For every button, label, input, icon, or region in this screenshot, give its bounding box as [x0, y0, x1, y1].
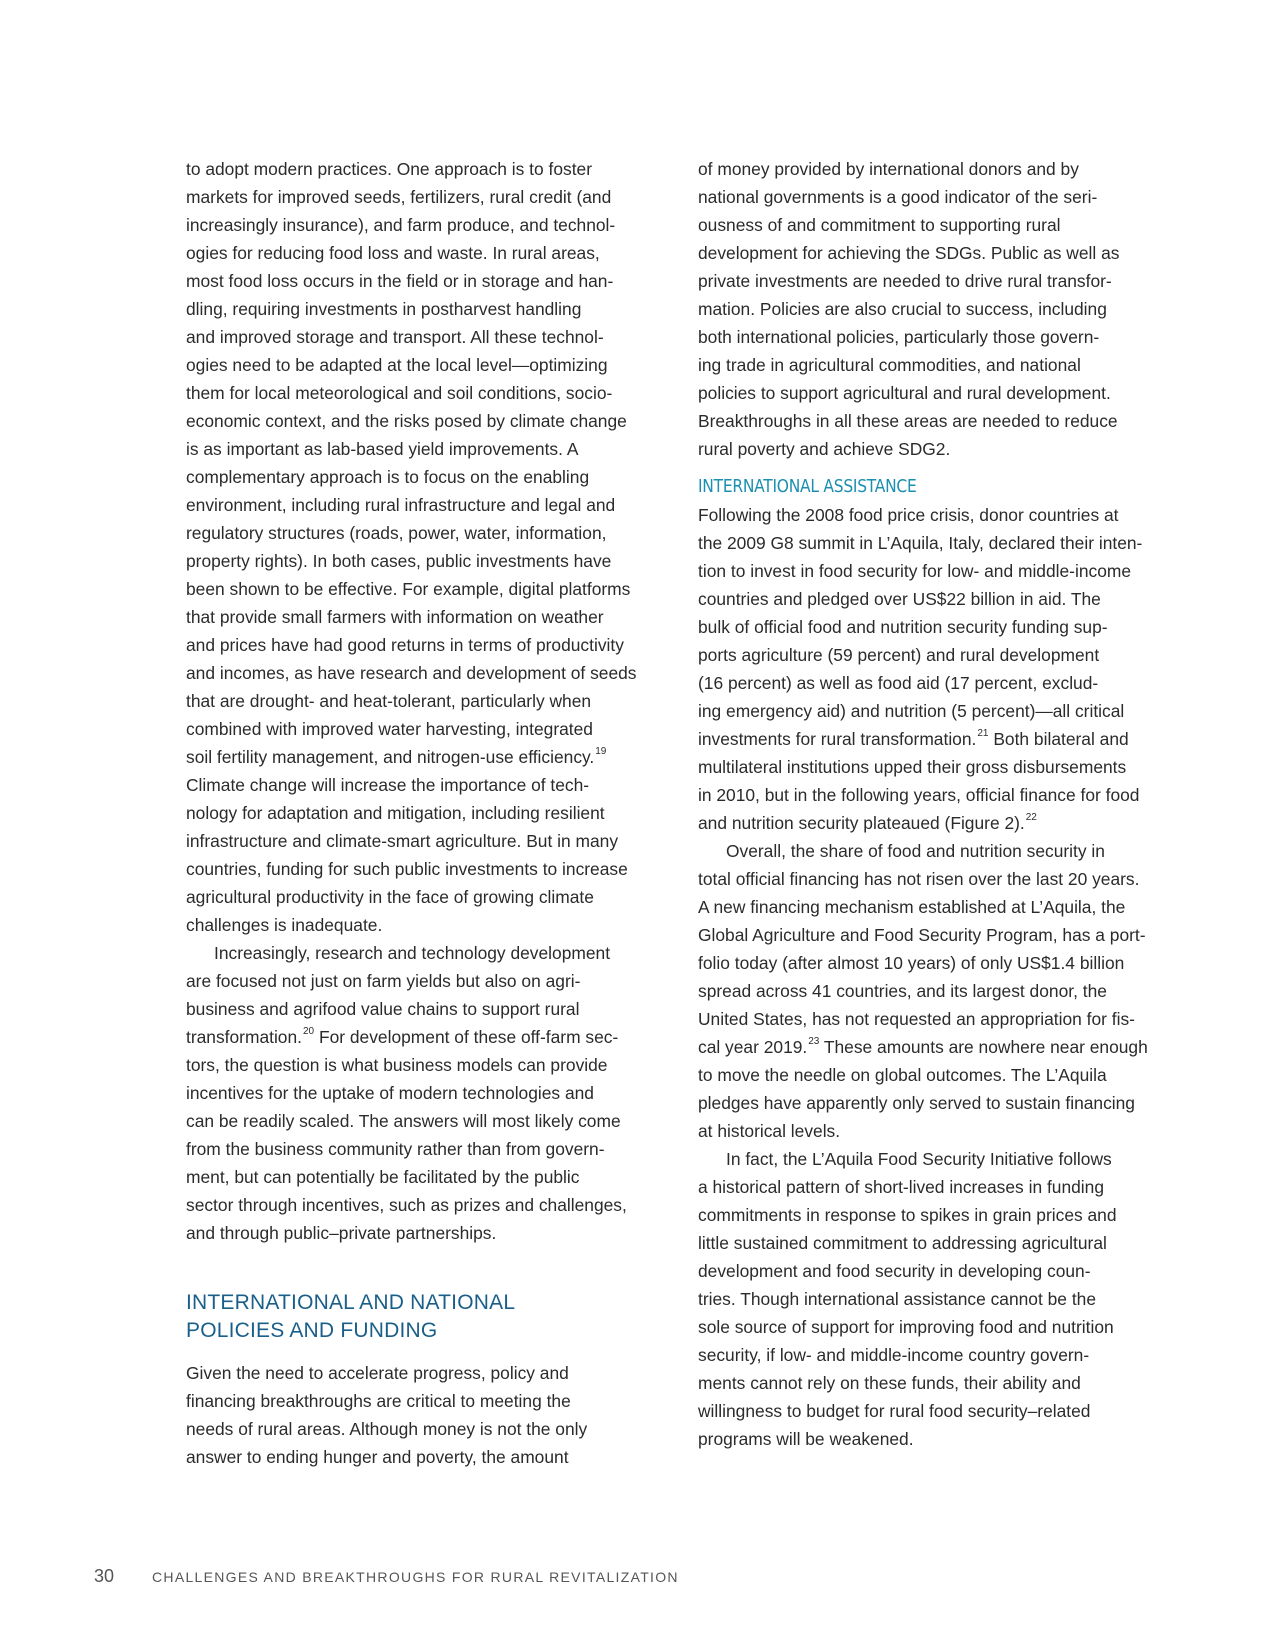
text-line: total official financing has not risen over the last 20 years. [698, 869, 1140, 889]
text-line: to adopt modern practices. One approach is to foster [186, 159, 593, 179]
page-number: 30 [94, 1566, 115, 1586]
footnote-ref: 21 [977, 728, 989, 739]
text-line: tries. Though international assistance cannot be the [698, 1289, 1096, 1309]
text-line: national governments is a good indicator of the seri- [698, 187, 1098, 207]
text-line: security, if low- and middle-income country govern- [698, 1345, 1090, 1365]
text-line: private investments are needed to drive rural transfor- [698, 271, 1112, 291]
right-column [698, 155, 1176, 1453]
text-line: business and agrifood value chains to support rural [186, 999, 580, 1019]
text-line [186, 743, 664, 771]
text-run: These amounts are nowhere near enough [819, 1037, 1148, 1057]
text-line: them for local meteorological and soil conditions, socio- [186, 383, 613, 403]
running-title: CHALLENGES AND BREAKTHROUGHS FOR RURAL REVITALIZATION [152, 1569, 679, 1585]
text-line: pledges have apparently only served to sustain financing [698, 1093, 1135, 1113]
text-line: Following the 2008 food price crisis, donor countries at [698, 505, 1119, 525]
text-line: agricultural productivity in the face of growing climate [186, 887, 594, 907]
paragraph [186, 1359, 664, 1471]
text-line: Given the need to accelerate progress, policy and [186, 1363, 569, 1383]
text-line: sole source of support for improving food and nutrition [698, 1317, 1114, 1337]
footnote-ref: 22 [1025, 812, 1037, 823]
text-line: development and food security in developing coun- [698, 1261, 1091, 1281]
text-line: nology for adaptation and mitigation, including resilient [186, 803, 605, 823]
text-line: are focused not just on farm yields but also on agri- [186, 971, 581, 991]
section-heading [186, 1289, 664, 1345]
text-line: both international policies, particularly those govern- [698, 327, 1100, 347]
text-line: is as important as lab-based yield improvements. A [186, 439, 579, 459]
text-line: markets for improved seeds, fertilizers, rural credit (and [186, 187, 612, 207]
text-line: of money provided by international donors and by [698, 159, 1079, 179]
text-line: ing emergency aid) and nutrition (5 percent)—all critical [698, 701, 1125, 721]
text-line: mation. Policies are also crucial to success, including [698, 299, 1107, 319]
text-line [698, 725, 1176, 753]
text-line: Overall, the share of food and nutrition security in [726, 841, 1105, 861]
text-line: United States, has not requested an appropriation for fis- [698, 1009, 1135, 1029]
text-line: policies to support agricultural and rural development. [698, 383, 1111, 403]
text-line: a historical pattern of short-lived increases in funding [698, 1177, 1104, 1197]
text-line: and improved storage and transport. All these technol- [186, 327, 604, 347]
text-line: tors, the question is what business models can provide [186, 1055, 608, 1075]
text-line: countries and pledged over US$22 billion in aid. The [698, 589, 1101, 609]
footnote-ref: 20 [303, 1026, 315, 1037]
text-line: in 2010, but in the following years, official finance for food [698, 785, 1140, 805]
text-line: and through public–private partnerships. [186, 1223, 497, 1243]
text-line: challenges is inadequate. [186, 915, 383, 935]
paragraph [698, 501, 1176, 837]
text-line: A new financing mechanism established at L’Aquila, the [698, 897, 1126, 917]
text-line: ousness of and commitment to supporting rural [698, 215, 1061, 235]
text-line: regulatory structures (roads, power, water, information, [186, 523, 607, 543]
text-line: willingness to budget for rural food security–related [698, 1401, 1091, 1421]
text-line: programs will be weakened. [698, 1429, 914, 1449]
text-line: ogies for reducing food loss and waste. In rural areas, [186, 243, 600, 263]
text-line: tion to invest in food security for low- and middle-income [698, 561, 1132, 581]
heading-line: INTERNATIONAL AND NATIONAL [186, 1291, 516, 1314]
text-line: and prices have had good returns in terms of productivity [186, 635, 624, 655]
text-line: incentives for the uptake of modern technologies and [186, 1083, 594, 1103]
text-run: transformation. [186, 1027, 302, 1047]
text-line: that provide small farmers with information on weather [186, 607, 604, 627]
text-line: Increasingly, research and technology development [214, 943, 611, 963]
text-line: to move the needle on global outcomes. The L’Aquila [698, 1065, 1107, 1085]
text-line [186, 1023, 664, 1051]
text-line: that are drought- and heat-tolerant, particularly when [186, 691, 592, 711]
text-line: ports agriculture (59 percent) and rural development [698, 645, 1100, 665]
text-line: infrastructure and climate-smart agriculture. But in many [186, 831, 619, 851]
paragraph [698, 1145, 1176, 1453]
text-line: Climate change will increase the importance of tech- [186, 775, 590, 795]
paragraph [186, 939, 664, 1247]
paragraph [186, 155, 664, 939]
text-line: economic context, and the risks posed by climate change [186, 411, 627, 431]
text-line: commitments in response to spikes in grain prices and [698, 1205, 1117, 1225]
text-line: multilateral institutions upped their gross disbursements [698, 757, 1127, 777]
text-line: at historical levels. [698, 1121, 841, 1141]
text-line: countries, funding for such public investments to increase [186, 859, 628, 879]
text-line: combined with improved water harvesting, integrated [186, 719, 593, 739]
text-run: Both bilateral and [988, 729, 1129, 749]
text-line: needs of rural areas. Although money is not the only [186, 1419, 588, 1439]
text-line: and incomes, as have research and development of seeds [186, 663, 637, 683]
text-line: rural poverty and achieve SDG2. [698, 439, 951, 459]
text-line: ing trade in agricultural commodities, and national [698, 355, 1081, 375]
text-line: In fact, the L’Aquila Food Security Initiative follows [726, 1149, 1112, 1169]
text-line: can be readily scaled. The answers will most likely come [186, 1111, 621, 1131]
text-line [698, 1033, 1176, 1061]
text-line: sector through incentives, such as prizes and challenges, [186, 1195, 627, 1215]
heading-line: POLICIES AND FUNDING [186, 1319, 438, 1342]
text-line: ment, but can potentially be facilitated by the public [186, 1167, 580, 1187]
text-line: financing breakthroughs are critical to meeting the [186, 1391, 571, 1411]
text-line: (16 percent) as well as food aid (17 percent, exclud- [698, 673, 1099, 693]
text-line: ments cannot rely on these funds, their ability and [698, 1373, 1081, 1393]
text-run: cal year 2019. [698, 1037, 808, 1057]
text-run: For development of these off-farm sec- [314, 1027, 619, 1047]
text-run: investments for rural transformation. [698, 729, 977, 749]
text-line: environment, including rural infrastructure and legal and [186, 495, 616, 515]
text-line: little sustained commitment to addressing agricultural [698, 1233, 1107, 1253]
text-line: Breakthroughs in all these areas are needed to reduce [698, 411, 1118, 431]
paragraph [698, 155, 1176, 463]
footnote-ref: 19 [595, 746, 607, 757]
text-line: bulk of official food and nutrition security funding sup- [698, 617, 1108, 637]
text-line: increasingly insurance), and farm produce, and technol- [186, 215, 616, 235]
text-line: spread across 41 countries, and its largest donor, the [698, 981, 1107, 1001]
text-line: ogies need to be adapted at the local level—optimizing [186, 355, 608, 375]
text-line: been shown to be effective. For example, digital platforms [186, 579, 631, 599]
text-line: most food loss occurs in the field or in storage and han- [186, 271, 614, 291]
text-line: development for achieving the SDGs. Public as well as [698, 243, 1120, 263]
text-line: answer to ending hunger and poverty, the amount [186, 1447, 569, 1467]
text-line: property rights). In both cases, public investments have [186, 551, 612, 571]
text-run: and nutrition security plateaued (Figure 2). [698, 813, 1025, 833]
left-column [186, 155, 664, 1471]
text-line [698, 809, 1176, 837]
text-run: soil fertility management, and nitrogen-use efficiency. [186, 747, 595, 767]
text-line: Global Agriculture and Food Security Program, has a port- [698, 925, 1146, 945]
text-line: dling, requiring investments in postharvest handling [186, 299, 582, 319]
paragraph [698, 837, 1176, 1145]
text-line: folio today (after almost 10 years) of only US$1.4 billion [698, 953, 1125, 973]
subsection-heading: INTERNATIONAL ASSISTANCE [698, 476, 917, 497]
text-line: complementary approach is to focus on the enabling [186, 467, 590, 487]
page-footer [94, 1566, 679, 1587]
text-line: from the business community rather than from govern- [186, 1139, 605, 1159]
text-line: the 2009 G8 summit in L’Aquila, Italy, declared their inten- [698, 533, 1143, 553]
footnote-ref: 23 [808, 1036, 820, 1047]
